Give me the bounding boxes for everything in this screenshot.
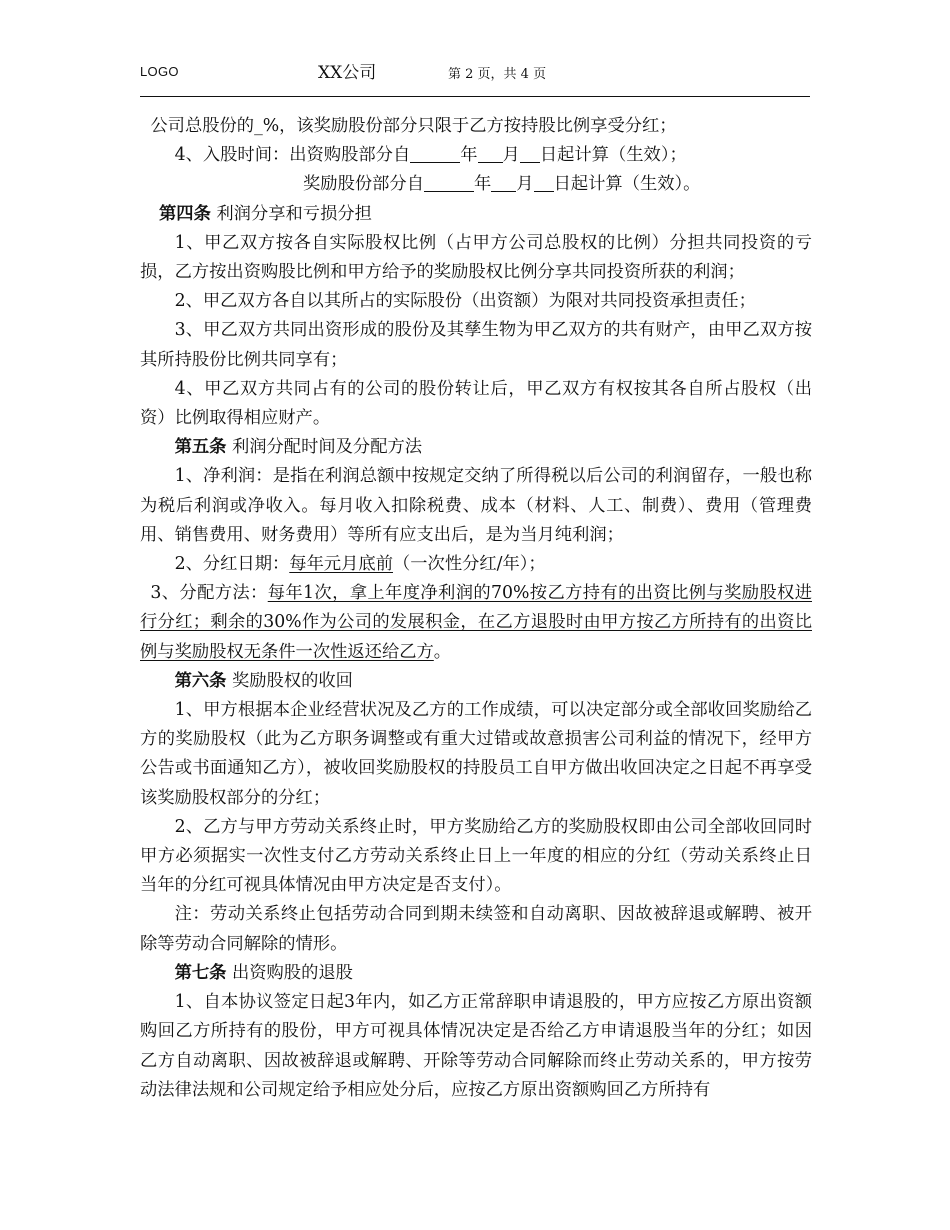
page-info: 第 2 页，共 4 页 [448, 67, 547, 82]
blank-field [534, 171, 554, 192]
article-6-heading: 第六条 奖励股权的收回 [174, 670, 353, 691]
paragraph: 1、甲方根据本企业经营状况及乙方的工作成绩，可以决定部分或全部收回奖励给乙方的奖励股权（此为乙方职务调整或有重大过错或故意损害公司利益的情况下，经甲方公告或书面通知乙方），被收回奖励股权的持股员工自甲方做出收回决定之日起不再享受该奖励股权部分的分红； [140, 700, 812, 808]
paragraph: 1、自本协议签定日起3年内，如乙方正常辞职申请退股的，甲方应按乙方原出资额购回乙方所持有的股份，甲方可视具体情况决定是否给乙方申请退股当年的分红；如因乙方自动离职、因故被辞退或解聘、开除等劳动合同解除而终止劳动关系的，甲方按劳动法律法规和公司规定给予相应处分后，应按乙方原出资额购回乙方所持有 [140, 992, 812, 1100]
blank-field [491, 171, 516, 192]
blank-field [424, 171, 474, 192]
paragraph: 1、甲乙双方按各自实际股权比例（占甲方公司总股权的比例）分担共同投资的亏损，乙方按出资购股比例和甲方给予的奖励股权比例分享共同投资所获的利润； [140, 232, 812, 283]
header-divider [140, 96, 810, 97]
blank-field [410, 142, 460, 163]
company-name: XX公司 [318, 63, 377, 83]
article-4-heading: 第四条 利润分享和亏损分担 [159, 203, 372, 224]
blank-field [520, 142, 540, 163]
document-body [140, 112, 812, 1105]
paragraph-note: 注：劳动关系终止包括劳动合同到期未续签和自动离职、因故被辞退或解聘、被开除等劳动合同解除的情形。 [140, 904, 812, 954]
paragraph: 公司总股份的_%，该奖励股份部分只限于乙方按持股比例享受分红； [150, 116, 677, 136]
paragraph: 4、甲乙双方共同占有的公司的股份转让后，甲乙双方有权按其各自所占股权（出资）比例取得相应财产。 [140, 378, 812, 429]
paragraph: 1、净利润：是指在利润总额中按规定交纳了所得税以后公司的利润留存，一般也称为税后利润或净收入。每月收入扣除税费、成本（材料、人工、制费）、费用（管理费用、销售费用、财务费用）等所有应支出后，是为当月纯利润； [140, 466, 812, 545]
logo-text: LOGO [140, 64, 179, 79]
article-7-heading: 第七条 出资购股的退股 [174, 962, 353, 983]
paragraph: 3、甲乙双方共同出资形成的股份及其孳生物为甲乙双方的共有财产，由甲乙双方按其所持股份比例共同享有； [140, 320, 812, 370]
blank-field [478, 142, 503, 163]
paragraph-dividend-date: 2、分红日期：每年元月底前（一次性分红/年）； [174, 554, 546, 575]
paragraph-share-time: 4、入股时间：出资购股部分自 年 月 日起计算（生效）； [140, 141, 812, 170]
article-5-heading: 第五条 利润分配时间及分配方法 [174, 437, 423, 458]
paragraph: 2、甲乙双方各自以其所占的实际股份（出资额）为限对共同投资承担责任； [174, 291, 756, 312]
paragraph: 2、乙方与甲方劳动关系终止时，甲方奖励给乙方的奖励股权即由公司全部收回同时甲方必须据实一次性支付乙方劳动关系终止日上一年度的相应的分红（劳动关系终止日当年的分红可视具体情况由甲方决定是否支付）。 [140, 816, 812, 896]
paragraph-reward-time: 奖励股份部分自 年 月 日起计算（生效）。 [140, 170, 812, 199]
paragraph-distribution-method: 3、分配方法：每年1次，拿上年度净利润的70%按乙方持有的出资比例与奖励股权进行分红；剩余的30%作为公司的发展积金，在乙方退股时由甲方按乙方所持有的出资比例与奖励股权无条件一次性返还给乙方。 [140, 583, 812, 662]
page-header [140, 56, 810, 96]
